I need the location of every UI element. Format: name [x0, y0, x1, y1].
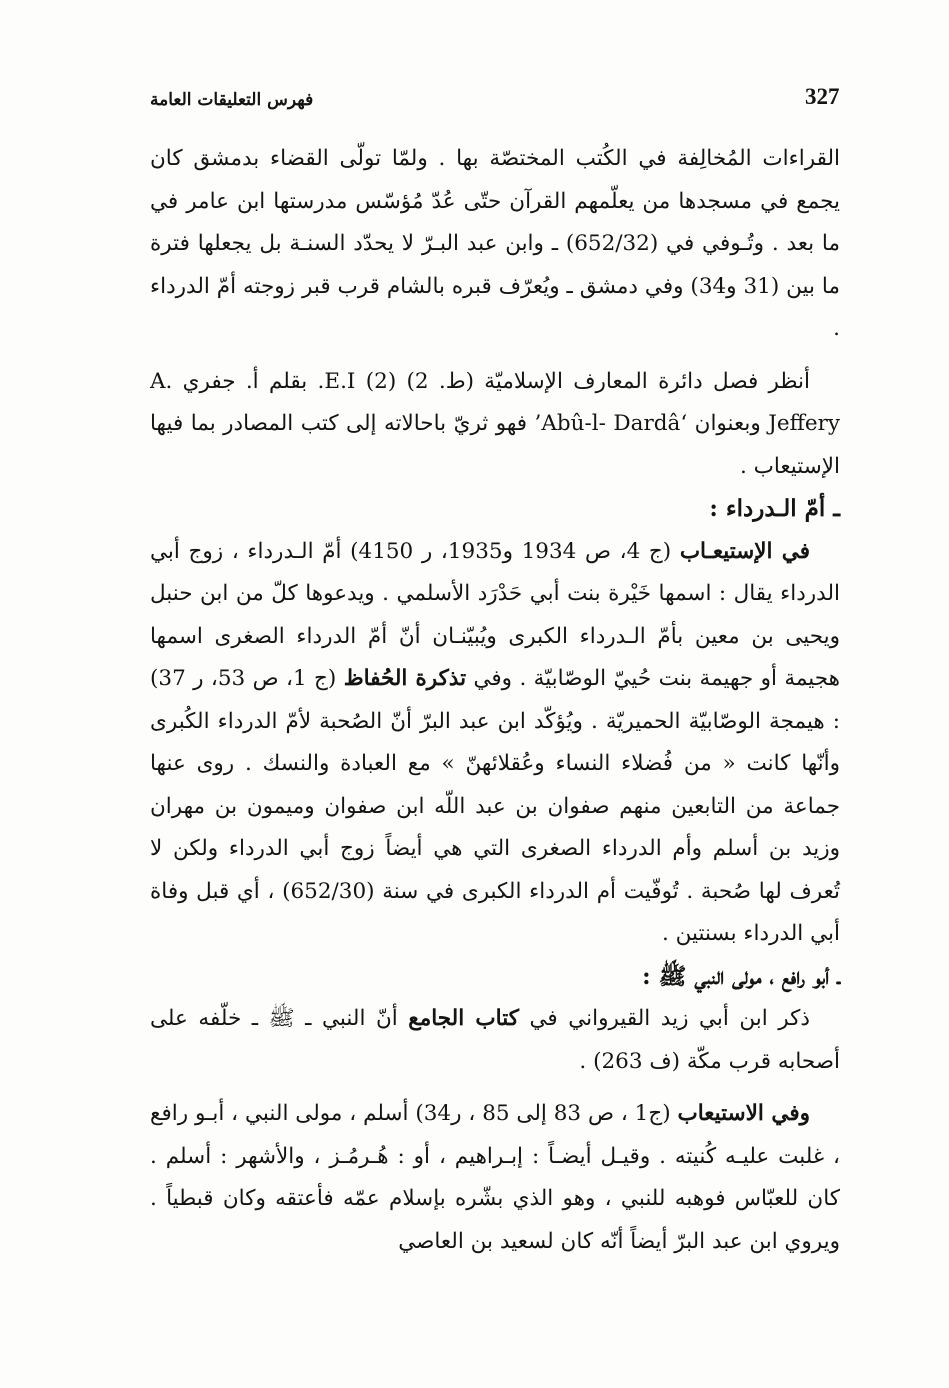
- paragraph-text: (ج 1، ص 53، ر 37) : هيمجة الوصّابيّة الحميريّة . ويُؤكّد ابن عبد البرّ أنّ الصُحبة لأمّ الدرداء الكُبرى وأنّها كانت « من فُضلاء النساء وعُقلائهنّ » مع العبادة والنسك . روى عنها جماعة من التابعين منهم صفوان بن عبد اللّه ابن صفوان وميمون بن مهران وزيد بن أسلم وأم الدرداء الصغرى التي هي أيضاً زوج أبي الدرداء ولكن لا تُعرف لها صُحبة . تُوفّيت أم الدرداء الكبرى في سنة (652/30) ، أي قبل وفاة أبي الدرداء بسنتين .: [150, 666, 840, 946]
- paragraph-abu-rafi-1: [150, 998, 840, 1083]
- paragraph-continuation: القراءات المُخالِفة في الكُتب المختصّة بها . ولمّا تولّى القضاء بدمشق كان يجمع في مسجدها من يعلّمهم القرآن حتّى عُدّ مُؤسّس مدرستها ابن عامر في ما بعد . وتُـوفي في (652/32) ـ وابن عبد البـرّ لا يحدّد السنـة بل يجعلها فترة ما بين (31 و34) وفي دمشق ـ ويُعرّف قبره بالشام قرب قبر زوجته أمّ الدرداء .: [150, 146, 840, 341]
- paragraph-text: أنّ النبي ـ ﷺ ـ خلّفه على أصحابه قرب مكّة (ف 263) .: [150, 1006, 840, 1074]
- source-title: في الإستيعـاب: [679, 538, 810, 564]
- source-title: كتاب الجامع: [408, 1006, 519, 1031]
- paragraph-text: (ج 4، ص 1934 و1935، ر 4150) أمّ الـدرداء ، زوج أبي الدرداء يقال : اسمها خَيْرة بنت أبي حَدْرَد الأسلمي . ويدعوها كلّ من ابن حنبل ويحيى بن معين بأمّ الـدرداء الكبرى ويُبيّنـان أنّ أمّ الدرداء الصغرى اسمها هجيمة أو جهيمة بنت حُييّ الوصّابيّة . وفي: [150, 538, 840, 691]
- entry-heading-umm-darda: ـ أمّ الـدرداء :: [709, 495, 840, 522]
- source-title: وفي الاستيعاب: [677, 1101, 810, 1126]
- running-title: فهرس التعليقات العامة: [150, 90, 314, 110]
- paragraph-umm-darda: [150, 531, 840, 956]
- paragraph-text: (ج1 ، ص 83 إلى 85 ، ر34) أسلم ، مولى النبي ، أبـو رافع ، غلبت عليـه كُنيته . وقيـل أيضـاً : إبـراهيم ، أو : هُـرمُـز ، والأشهر : أسلم . كان للعبّاس فوهبه للنبي ، وهو الذي بشّره بإسلام عمّه فأعتقه وكان قبطياً . ويروي ابن عبد البرّ أيضاً أنّه كان لسعيد بن العاصي: [150, 1101, 840, 1254]
- paragraph-text: ذكر ابن أبي زيد القيرواني في: [518, 1006, 810, 1031]
- page-number: 327: [805, 84, 840, 109]
- page-body: [150, 138, 840, 1263]
- paragraph-abu-rafi-2: [150, 1093, 840, 1263]
- page-header: [150, 84, 840, 120]
- source-title: تذكرة الحُفاظ: [343, 666, 467, 691]
- paragraph-reference: أنظر فصل دائرة المعارف الإسلاميّة (ط. 2) (2) E.I. بقلم أ. جفري A. Jeffery وبعنوان ‘Abû-l- Dardâ’ فهو ثريّ باحالاته إلى كتب المصادر بما فيها الإستيعاب .: [150, 368, 841, 479]
- entry-heading-abu-rafi: ـ أبو رافع ، مولى النبي ﷺ :: [642, 962, 840, 990]
